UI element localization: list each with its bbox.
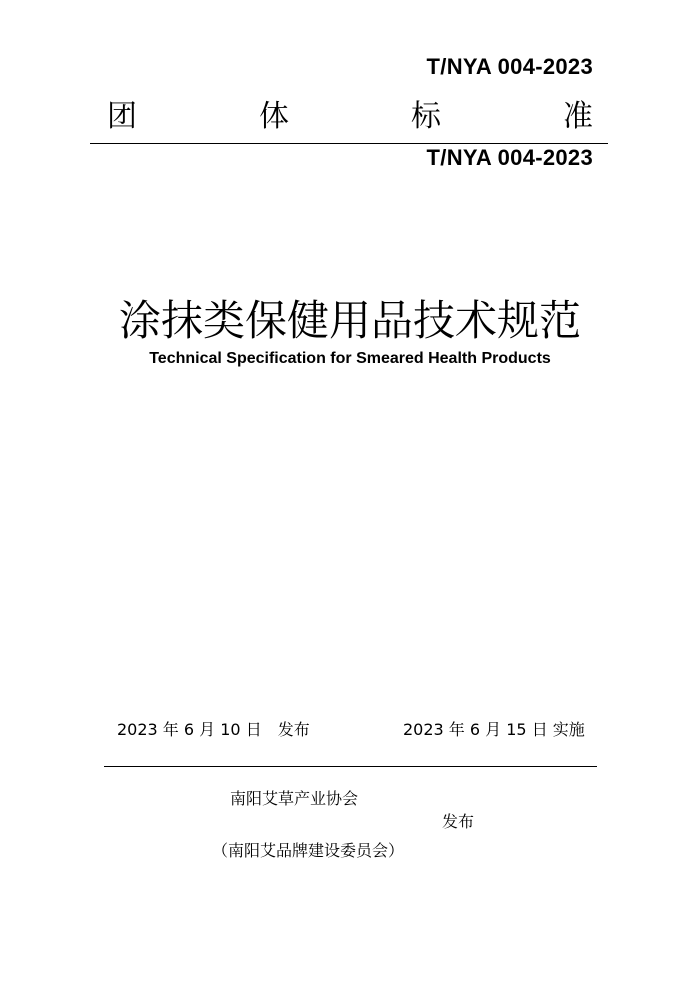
publish-label: 发布	[442, 812, 475, 831]
standard-type-char: 体	[259, 99, 289, 134]
standard-type-heading	[107, 93, 593, 133]
standard-code-top: T/NYA 004-2023	[426, 54, 593, 79]
document-title-chinese: 涂抹类保健用品技术规范	[118, 296, 581, 345]
standard-type-char: 标	[411, 99, 441, 134]
publisher-name: 南阳艾草产业协会	[230, 789, 359, 808]
footer-divider	[104, 766, 597, 767]
standard-type-char: 团	[107, 99, 137, 134]
release-date: 2023 年 6 月 10 日 发布	[117, 720, 310, 739]
implementation-date: 2023 年 6 月 15 日 实施	[403, 720, 585, 739]
standard-code-second: T/NYA 004-2023	[426, 145, 593, 170]
standard-type-char: 准	[563, 99, 593, 134]
header-divider	[90, 143, 608, 144]
document-title-english: Technical Specification for Smeared Health Products	[149, 350, 551, 367]
publisher-subtitle: （南阳艾品牌建设委员会）	[212, 841, 405, 860]
